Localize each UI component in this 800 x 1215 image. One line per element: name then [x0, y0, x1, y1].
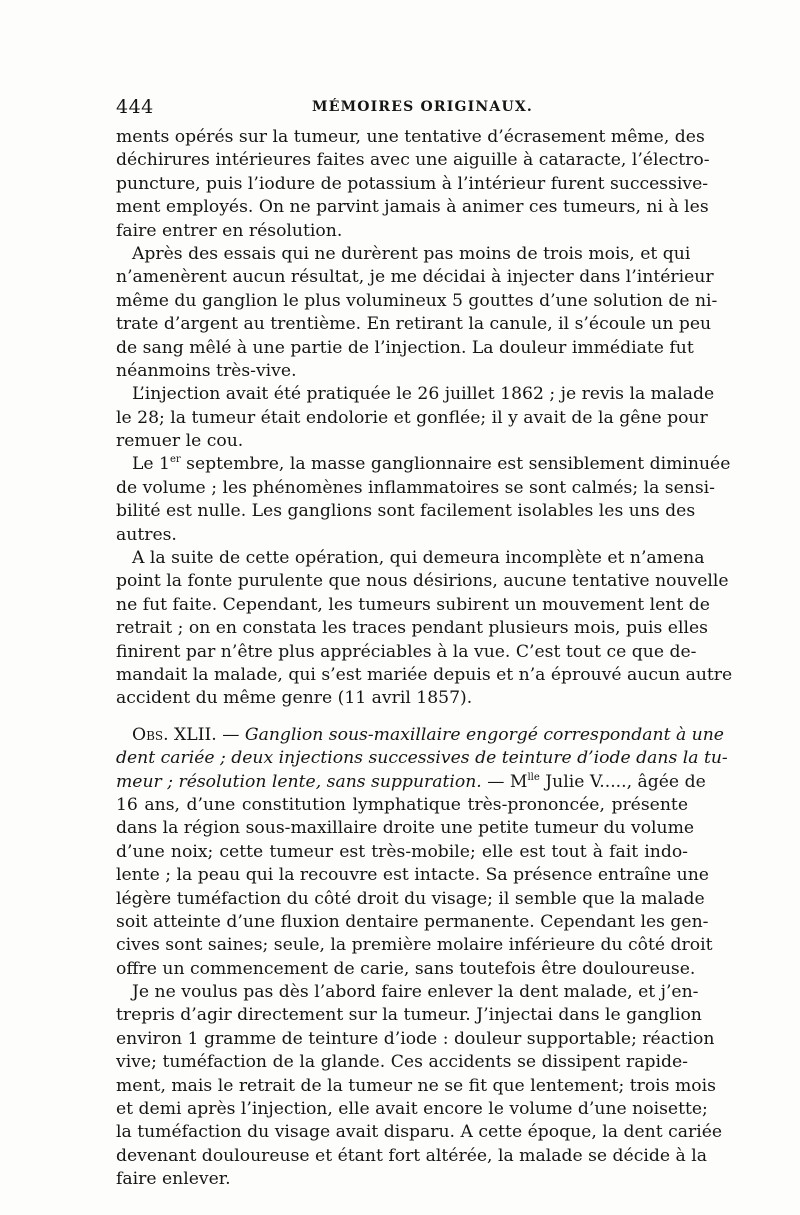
text-line: mandait la malade, qui s’est mariée depuis et n’a éprouvé aucun autre	[116, 664, 733, 685]
text-line: bilité est nulle. Les ganglions sont facilement isolables les uns des	[116, 501, 696, 522]
text-line: trepris d’agir directement sur la tumeur. J’injectai dans le ganglion	[116, 1005, 702, 1026]
text-segment: —	[216, 724, 245, 745]
page-number: 444	[116, 96, 154, 118]
observation-section	[116, 724, 728, 981]
text-line: déchirures intérieures faites avec une aiguille à cataracte, l’électro-	[116, 150, 710, 171]
paragraph	[116, 547, 733, 711]
text-line: devenant douloureuse et étant fort altérée, la malade se décide à la	[116, 1145, 707, 1166]
text-line: environ 1 gramme de teinture d’iode : douleur supportable; réaction	[116, 1028, 715, 1049]
observation-title-line: dent cariée ; deux injections successives de teinture d’iode dans la tu-	[116, 748, 728, 769]
text-line: même du ganglion le plus volumineux 5 gouttes d’une solution de ni-	[116, 290, 718, 311]
text-line: faire entrer en résolution.	[116, 220, 343, 241]
observation-title: Ganglion sous-maxillaire engorgé correspondant à une	[244, 724, 724, 745]
paragraph	[116, 453, 731, 547]
text-segment: — M	[481, 771, 528, 792]
page-header	[116, 96, 688, 120]
text-line: n’amenèrent aucun résultat, je me décidai à injecter dans l’intérieur	[116, 267, 714, 288]
paragraph	[116, 126, 710, 243]
section-gap	[116, 711, 688, 724]
text-line: d’une noix; cette tumeur est très-mobile; elle est tout à fait indo-	[116, 841, 688, 862]
text-line: vive; tuméfaction de la glande. Ces accidents se dissipent rapide-	[116, 1052, 688, 1073]
text-line: accident du même genre (11 avril 1857).	[116, 688, 473, 709]
text-line: la tuméfaction du visage avait disparu. A cette époque, la dent cariée	[116, 1122, 723, 1143]
text-line: ne fut faite. Cependant, les tumeurs subirent un mouvement lent de	[116, 594, 710, 615]
text-line: remuer le cou.	[116, 431, 244, 452]
text-line: lente ; la peau qui la recouvre est intacte. Sa présence entraîne une	[116, 865, 709, 886]
text-line: L’injection avait été pratiquée le 26 juillet 1862 ; je revis la malade	[132, 384, 715, 405]
text-line: offre un commencement de carie, sans toutefois être douloureuse.	[116, 958, 696, 979]
text-line: point la fonte purulente que nous désirions, aucune tentative nouvelle	[116, 571, 729, 592]
text-segment: Le 1	[132, 454, 170, 475]
text-segment: septembre, la masse ganglionnaire est sensiblement diminuée	[180, 454, 731, 475]
superscript: er	[169, 454, 181, 466]
text-line: retrait ; on en constata les traces pendant plusieurs mois, puis elles	[116, 618, 708, 639]
observation-title-line	[116, 724, 724, 747]
text-line: soit atteinte d’une fluxion dentaire permanente. Cependant les gen-	[116, 911, 709, 932]
text-line: le 28; la tumeur était endolorie et gonflée; il y avait de la gêne pour	[116, 407, 708, 428]
text-line: et demi après l’injection, elle avait encore le volume d’une noisette;	[116, 1099, 708, 1120]
text-line: dans la région sous-maxillaire droite une petite tumeur du volume	[116, 818, 695, 839]
text-line: ment employés. On ne parvint jamais à animer ces tumeurs, ni à les	[116, 197, 709, 218]
text-line	[116, 453, 731, 476]
text-line: Je ne voulus pas dès l’abord faire enlever la dent malade, et j’en-	[132, 982, 699, 1003]
text-line: Après des essais qui ne durèrent pas moins de trois mois, et qui	[132, 243, 691, 264]
paragraph	[116, 981, 723, 1192]
paragraph	[116, 243, 718, 383]
text-line: ment, mais le retrait de la tumeur ne se fit que lentement; trois mois	[116, 1075, 716, 1096]
running-title: MÉMOIRES ORIGINAUX.	[312, 99, 533, 115]
text-line: de volume ; les phénomènes inflammatoires se sont calmés; la sensi-	[116, 477, 715, 498]
text-line: finirent par n’être plus appréciables à la vue. C’est tout ce que de-	[116, 641, 697, 662]
text-line: faire enlever.	[116, 1169, 231, 1190]
text-line: A la suite de cette opération, qui demeura incomplète et n’amena	[132, 548, 705, 569]
observation-label: Obs. XLII.	[132, 724, 217, 745]
superscript: lle	[527, 771, 540, 783]
text-line: cives sont saines; seule, la première molaire inférieure du côté droit	[116, 935, 713, 956]
text-line: de sang mêlé à une partie de l’injection. La douleur immédiate fut	[116, 337, 694, 358]
text-segment: Julie V....., âgée de	[539, 771, 706, 792]
text-line: néanmoins très-vive.	[116, 360, 297, 381]
text-line: puncture, puis l’iodure de potassium à l’intérieur furent successive-	[116, 173, 709, 194]
text-line: légère tuméfaction du côté droit du visage; il semble que la malade	[116, 888, 705, 909]
observation-title-line	[116, 771, 706, 794]
text-line: autres.	[116, 524, 177, 545]
observation-title: meur ; résolution lente, sans suppuration.	[116, 771, 482, 792]
body-text	[116, 126, 733, 1192]
text-line: trate d’argent au trentième. En retirant la canule, il s’écoule un peu	[116, 314, 712, 335]
text-line: 16 ans, d’une constitution lymphatique très-prononcée, présente	[116, 794, 688, 815]
paragraph	[116, 383, 715, 453]
text-line: ments opérés sur la tumeur, une tentative d’écrasement même, des	[116, 127, 705, 147]
